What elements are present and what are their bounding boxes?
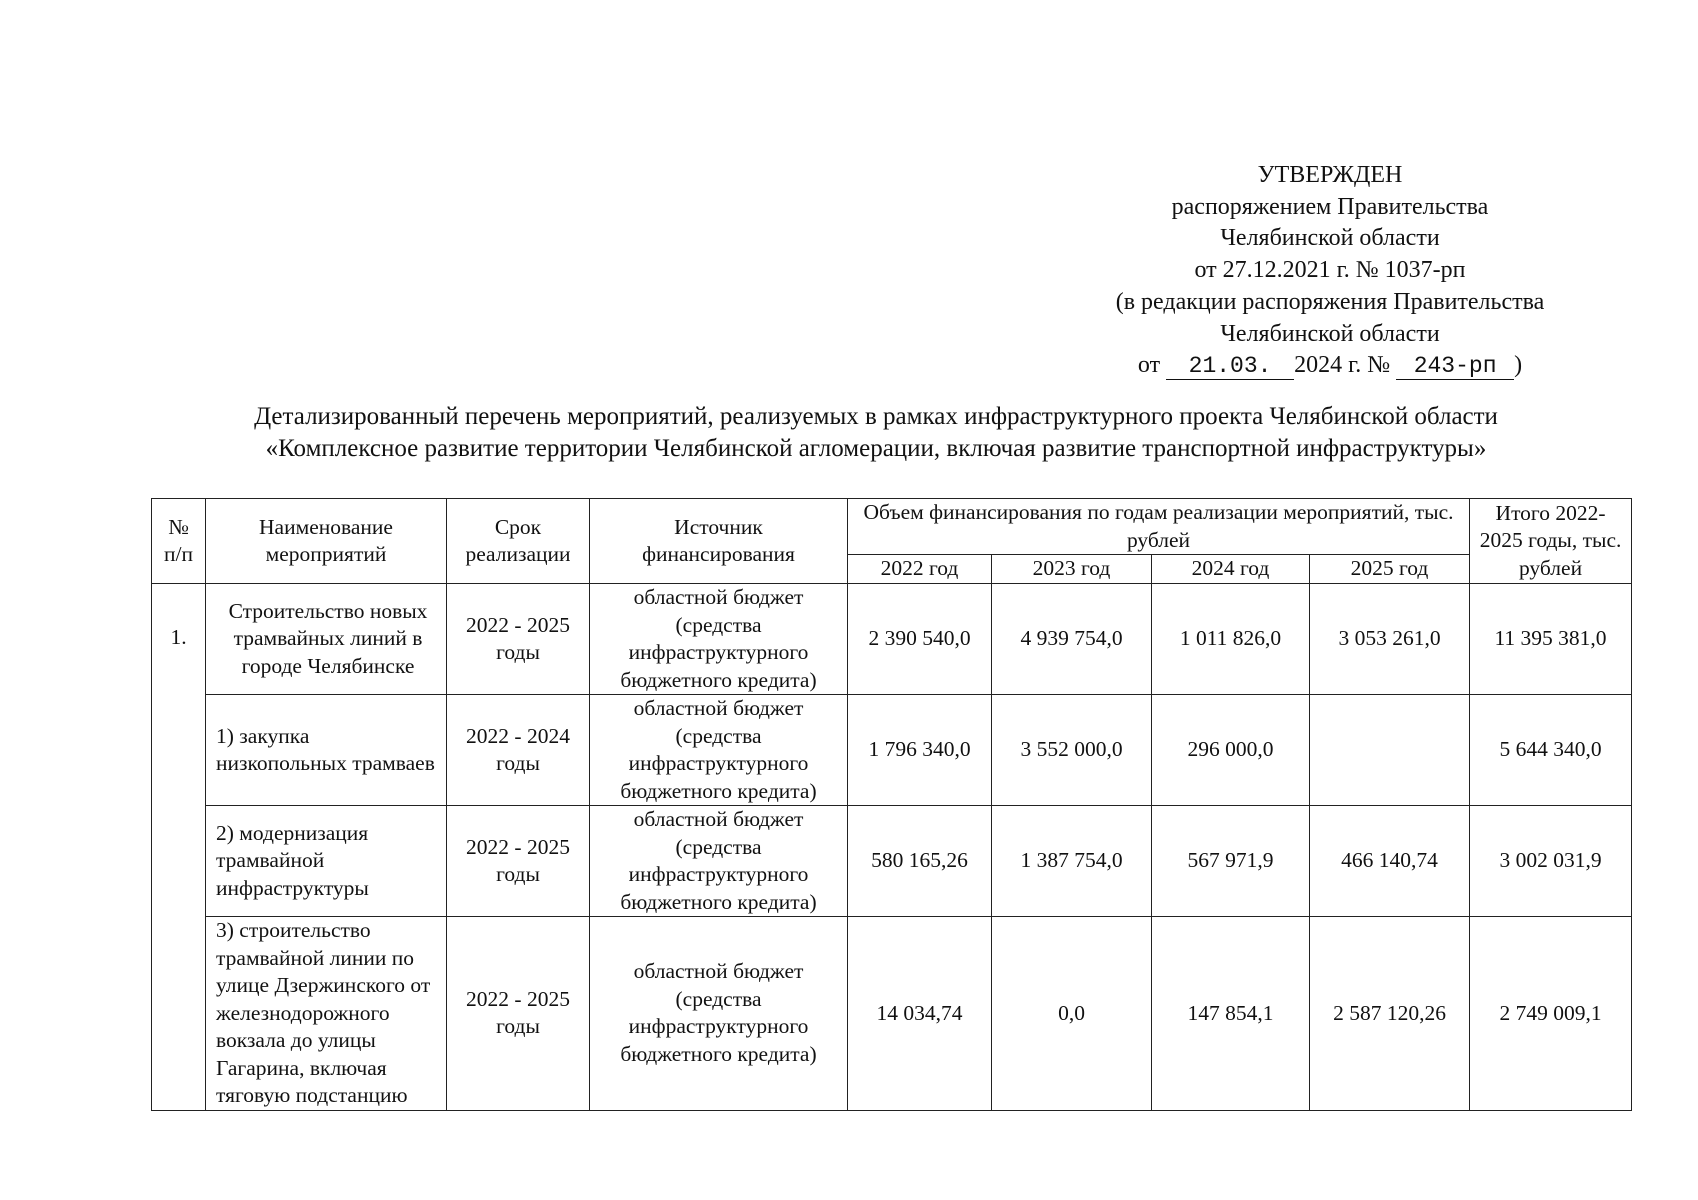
row-value-2022: 14 034,74 [848, 917, 992, 1111]
row-value-2025: 466 140,74 [1310, 806, 1470, 917]
row-source: областной бюджет (средства инфраструктурного бюджетного кредита) [590, 695, 848, 806]
header-term: Срок реализации [447, 499, 590, 584]
approval-line-4: (в редакции распоряжения Правительства [1115, 288, 1545, 315]
approval-line-1: распоряжением Правительства [1171, 193, 1489, 220]
approval-line-3: от 27.12.2021 г. № 1037-рп [1194, 257, 1466, 284]
header-name: Наименование мероприятий [206, 499, 447, 584]
funding-table [151, 498, 1632, 1111]
row-term: 2022 - 2024 годы [447, 695, 590, 806]
row-name: 1) закупка низкопольных трамваев [206, 695, 447, 806]
approval-from-label: от [1137, 352, 1161, 379]
header-source: Источник финансирования [590, 499, 848, 584]
row-term: 2022 - 2025 годы [447, 806, 590, 917]
table-row [152, 917, 1632, 1111]
approval-line-2: Челябинской области [1220, 225, 1440, 252]
row-value-2022: 2 390 540,0 [848, 584, 992, 695]
approval-amendment-line [1060, 350, 1600, 382]
row-value-2024: 567 971,9 [1152, 806, 1310, 917]
row-value-2025 [1310, 695, 1470, 806]
row-value-2022: 580 165,26 [848, 806, 992, 917]
row-value-2023: 3 552 000,0 [992, 695, 1152, 806]
header-year-2022: 2022 год [848, 555, 992, 584]
row-term: 2022 - 2025 годы [447, 584, 590, 695]
row-value-2022: 1 796 340,0 [848, 695, 992, 806]
approval-date-field: 21.03. [1166, 353, 1294, 380]
row-total: 3 002 031,9 [1470, 806, 1632, 917]
row-value-2023: 0,0 [992, 917, 1152, 1111]
document-title [60, 401, 1692, 465]
row-source: областной бюджет (средства инфраструктурного бюджетного кредита) [590, 806, 848, 917]
row-term: 2022 - 2025 годы [447, 917, 590, 1111]
table-row [152, 584, 1632, 695]
row-value-2023: 1 387 754,0 [992, 806, 1152, 917]
row-value-2024: 147 854,1 [1152, 917, 1310, 1111]
approval-close-paren: ) [1514, 352, 1523, 379]
row-name: 3) строительство трамвайной линии по улице Дзержинского от железнодорожного вокзала до улицы Гагарина, включая тяговую подстанцию [206, 917, 447, 1111]
header-total: Итого 2022-2025 годы, тыс. рублей [1470, 499, 1632, 584]
row-value-2024: 1 011 826,0 [1152, 584, 1310, 695]
row-name: Строительство новых трамвайных линий в городе Челябинске [206, 584, 447, 695]
header-year-2023: 2023 год [992, 555, 1152, 584]
row-number-cell [152, 584, 206, 1111]
approval-line-5: Челябинской области [1220, 320, 1440, 347]
row-total: 5 644 340,0 [1470, 695, 1632, 806]
header-num: № п/п [152, 499, 206, 584]
row-value-2025: 3 053 261,0 [1310, 584, 1470, 695]
row-total: 2 749 009,1 [1470, 917, 1632, 1111]
approval-number-field: 243-рп [1396, 353, 1514, 380]
header-row [152, 499, 1632, 555]
header-funding: Объем финансирования по годам реализации мероприятий, тыс. рублей [848, 499, 1470, 555]
table-row [152, 695, 1632, 806]
document-title-line-2: «Комплексное развитие территории Челябинской агломерации, включая развитие транспортной инфраструктуры» [265, 435, 1487, 462]
row-value-2024: 296 000,0 [1152, 695, 1310, 806]
table-row [152, 806, 1632, 917]
row-number: 1. [170, 625, 187, 649]
row-name: 2) модернизация трамвайной инфраструктуры [206, 806, 447, 917]
approval-stamp [1060, 160, 1600, 382]
row-source: областной бюджет (средства инфраструктурного бюджетного кредита) [590, 584, 848, 695]
header-year-2025: 2025 год [1310, 555, 1470, 584]
row-value-2025: 2 587 120,26 [1310, 917, 1470, 1111]
header-year-2024: 2024 год [1152, 555, 1310, 584]
row-source: областной бюджет (средства инфраструктурного бюджетного кредита) [590, 917, 848, 1111]
row-total: 11 395 381,0 [1470, 584, 1632, 695]
row-value-2023: 4 939 754,0 [992, 584, 1152, 695]
approval-title: УТВЕРЖДЕН [1257, 162, 1403, 188]
approval-year-label: 2024 г. № [1294, 352, 1391, 379]
document-title-line-1: Детализированный перечень мероприятий, реализуемых в рамках инфраструктурного проекта Челябинской области [254, 403, 1498, 430]
